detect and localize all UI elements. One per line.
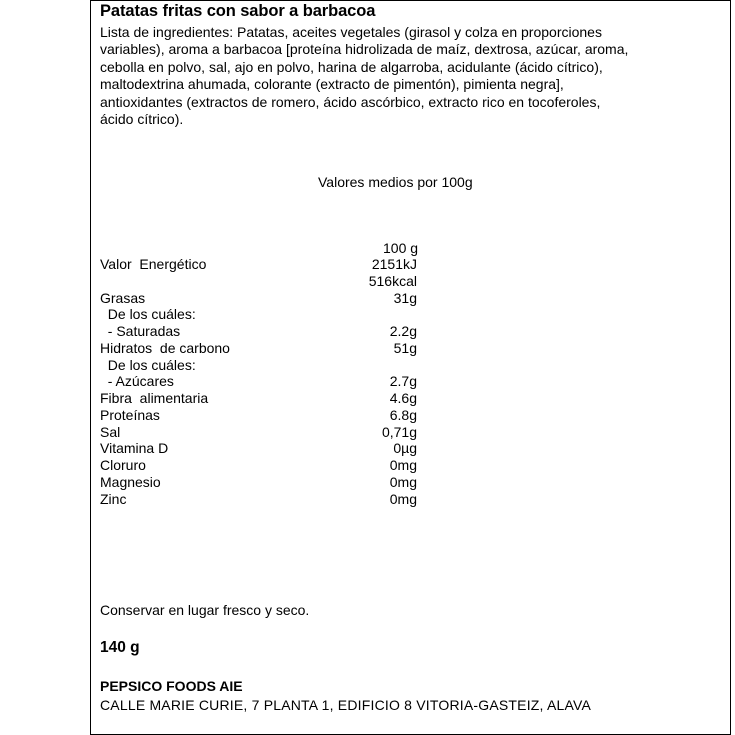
nutrient-value: 0mg — [389, 473, 417, 490]
top-border — [90, 0, 730, 1]
nutrient-value: 2.7g — [389, 373, 417, 390]
ingredients-list: Lista de ingredientes: Patatas, aceites vegetales (girasol y colza en proporciones variables), aroma a barbacoa [proteína hidrolizada de maíz, dextrosa, azúcar, aroma, cebolla en polvo, sal, ajo en polvo, harina de algarroba, acidulante (ácido cítrico), maltodextrina ahumada, colorante (extracto de pimentón), pimienta negra], antioxidantes (extractos de romero, ácido ascórbico, extracto rico en tocoferoles, ácido cítrico). — [100, 24, 629, 128]
nutrition-row — [0, 290, 735, 307]
nutrient-value: 2.2g — [389, 323, 417, 339]
nutrition-header: Valores medios por 100g — [318, 174, 473, 190]
nutrition-row — [0, 357, 735, 374]
nutrition-row — [0, 457, 735, 474]
nutrition-row — [0, 390, 735, 407]
nutrition-row — [0, 340, 735, 357]
nutrition-row — [0, 256, 735, 273]
nutrient-value: 31g — [393, 289, 417, 306]
net-weight: 140 g — [100, 639, 140, 656]
nutrient-label: Cloruro — [100, 457, 146, 473]
nutrition-row — [0, 407, 735, 424]
nutrient-value: 0,71g — [381, 423, 417, 440]
product-title: Patatas fritas con sabor a barbacoa — [100, 2, 376, 20]
nutrient-label: Sal — [100, 423, 121, 440]
nutrient-label: - Azúcares — [100, 373, 174, 390]
nutrient-value: 0mg — [389, 490, 417, 507]
nutrient-value: 516kcal — [368, 272, 417, 289]
nutrient-label: Grasas — [100, 289, 146, 306]
nutrition-row — [0, 474, 735, 491]
nutrient-label: Zinc — [100, 490, 127, 507]
nutrient-label: Magnesio — [100, 473, 161, 490]
nutrient-label: Valor Energético — [100, 256, 207, 272]
nutrient-value: 0µg — [393, 440, 417, 457]
nutrient-label: Fibra alimentaria — [100, 390, 209, 406]
nutrient-label: Vitamina D — [100, 440, 169, 457]
nutrient-label: - Saturadas — [100, 323, 181, 339]
nutrient-value: 6.8g — [389, 406, 417, 423]
storage-instructions: Conservar en lugar fresco y seco. — [100, 602, 310, 618]
nutrition-row — [0, 373, 735, 390]
nutrient-label: De los cuáles: — [100, 356, 196, 373]
nutrition-row — [0, 273, 735, 290]
nutrition-row — [0, 491, 735, 508]
nutrient-label: Proteínas — [100, 406, 160, 423]
company-address: CALLE MARIE CURIE, 7 PLANTA 1, EDIFICIO 8 VITORIA-GASTEIZ, ALAVA — [100, 697, 592, 713]
nutrient-value: 2151kJ — [371, 256, 417, 272]
nutrition-row — [0, 424, 735, 441]
company-name: PEPSICO FOODS AIE — [100, 678, 243, 694]
nutrition-row — [0, 440, 735, 457]
nutrient-value: 4.6g — [389, 390, 417, 406]
nutrient-label: De los cuáles: — [100, 306, 196, 323]
nutrient-label: Hidratos de carbono — [100, 339, 230, 356]
nutrient-value: 51g — [393, 339, 417, 356]
nutrient-value: 0mg — [389, 457, 417, 473]
nutrition-row — [0, 306, 735, 323]
nutrition-row — [0, 323, 735, 340]
nutrition-column-header: 100 g — [383, 240, 419, 256]
